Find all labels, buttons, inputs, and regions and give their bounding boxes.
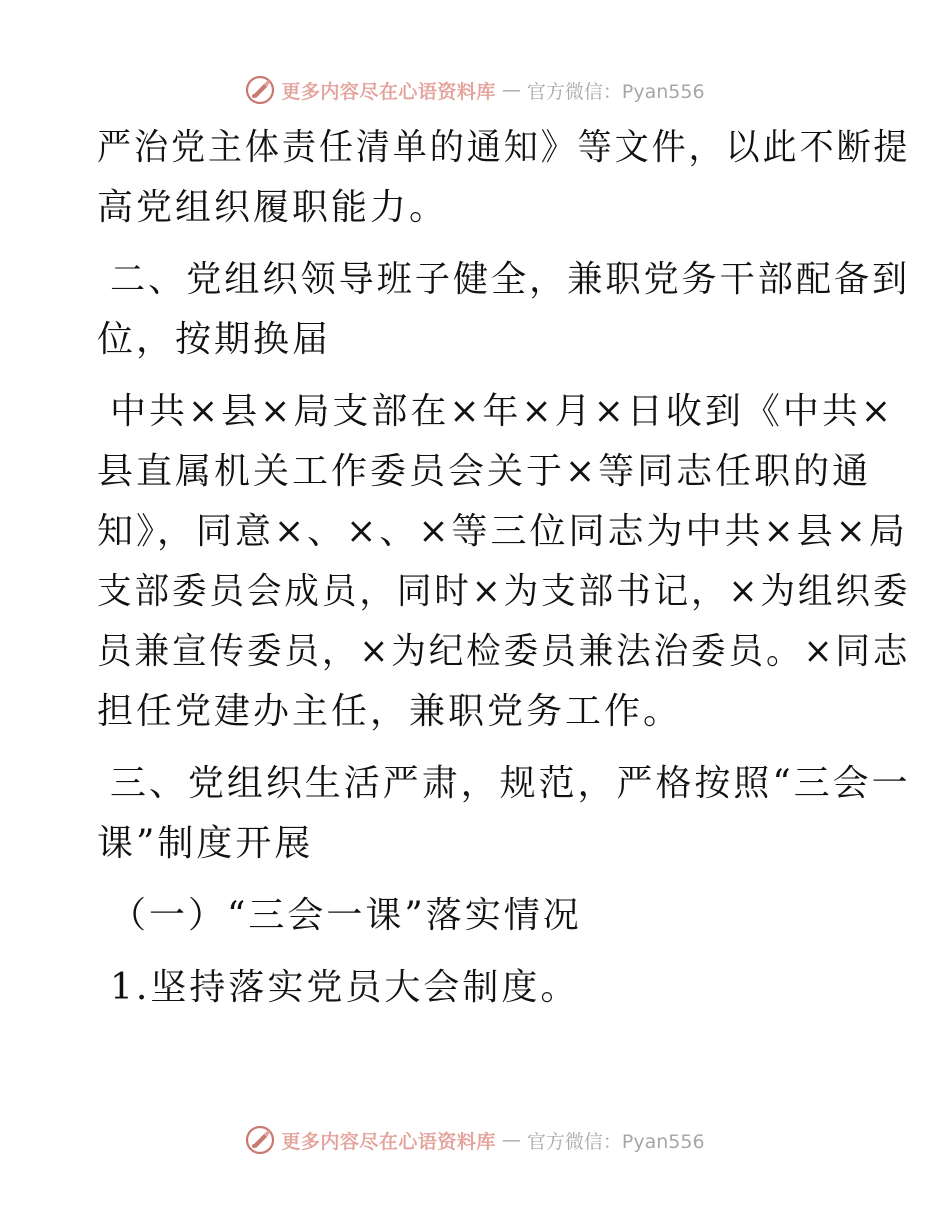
section-heading-cont: 课”制度开展	[97, 823, 314, 864]
section-heading-cont: 位，按期换届	[97, 319, 332, 360]
section-heading: 三、党组织生活严肃，规范，严格按照“三会一	[110, 763, 911, 804]
watermark-wechat: 官方微信：Pyan556	[526, 1130, 705, 1153]
body-line: 支部委员会成员，同时×为支部书记，×为组织委	[97, 571, 911, 612]
body-line: 高党组织履职能力。	[97, 187, 449, 228]
body-line: 县直属机关工作委员会关于×等同志任职的通	[97, 451, 872, 492]
body-line: 中共×县×局支部在×年×月×日收到《中共×	[110, 391, 894, 432]
watermark-brand: 更多内容尽在心语资料库	[281, 80, 496, 103]
body-line: 严治党主体责任清单的通知》等文件，以此不断提	[97, 127, 911, 168]
footer-watermark	[0, 1120, 950, 1160]
quill-seal-icon	[245, 75, 275, 105]
body-line: 员兼宣传委员，×为纪检委员兼法治委员。×同志	[97, 631, 911, 672]
list-item: 1.坚持落实党员大会制度。	[110, 967, 580, 1008]
subsection-heading: （一）“三会一课”落实情况	[110, 895, 582, 936]
body-line: 担任党建办主任，兼职党务工作。	[97, 691, 683, 732]
quill-seal-icon	[245, 1125, 275, 1155]
watermark-dash: —	[501, 79, 521, 101]
body-line: 知》，同意×、×、×等三位同志为中共×县×局	[97, 511, 908, 552]
header-watermark	[0, 70, 950, 110]
section-heading: 二、党组织领导班子健全，兼职党务干部配备到	[110, 259, 911, 300]
watermark-dash: —	[501, 1129, 521, 1151]
watermark-wechat: 官方微信：Pyan556	[526, 80, 705, 103]
watermark-brand: 更多内容尽在心语资料库	[281, 1130, 496, 1153]
